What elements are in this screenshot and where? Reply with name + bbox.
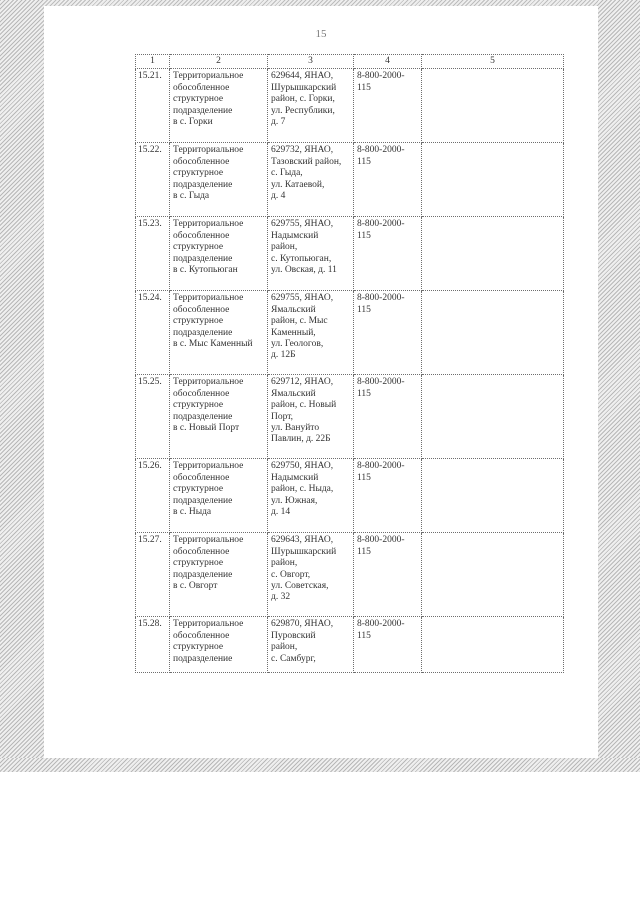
registry-table (135, 54, 564, 673)
page-number: 15 (315, 28, 327, 40)
table-row (136, 533, 564, 617)
scan-border-bottom (0, 758, 640, 772)
row-number: 15.27. (136, 533, 170, 617)
unit-note (422, 291, 564, 375)
unit-phone: 8-800-2000- 115 (354, 69, 422, 143)
unit-address: 629712, ЯНАО, Ямальский район, с. Новый Порт, ул. Вануйто Павлин, д. 22Б (268, 375, 354, 459)
unit-name: Территориальное обособленное структурное подразделение в с. Гыда (170, 143, 268, 217)
table-row (136, 69, 564, 143)
unit-name: Территориальное обособленное структурное подразделение в с. Ныда (170, 459, 268, 533)
table-header-row (136, 55, 564, 69)
scan-border-left (0, 0, 44, 772)
unit-note (422, 143, 564, 217)
row-number: 15.24. (136, 291, 170, 375)
unit-address: 629870, ЯНАО, Пуровский район, с. Самбург, (268, 617, 354, 673)
row-number: 15.21. (136, 69, 170, 143)
unit-name: Территориальное обособленное структурное подразделение в с. Овгорт (170, 533, 268, 617)
document-page (44, 6, 598, 758)
unit-address: 629732, ЯНАО, Тазовский район, с. Гыда, ул. Катаевой, д. 4 (268, 143, 354, 217)
unit-phone: 8-800-2000- 115 (354, 217, 422, 291)
unit-address: 629644, ЯНАО, Шурышкарский район, с. Горки, ул. Республики, д. 7 (268, 69, 354, 143)
unit-phone: 8-800-2000- 115 (354, 143, 422, 217)
unit-note (422, 217, 564, 291)
unit-address: 629755, ЯНАО, Ямальский район, с. Мыс Каменный, ул. Геологов, д. 12Б (268, 291, 354, 375)
unit-phone: 8-800-2000- 115 (354, 459, 422, 533)
table-row (136, 291, 564, 375)
table-row (136, 217, 564, 291)
column-header-4: 4 (354, 55, 422, 69)
unit-name: Территориальное обособленное структурное подразделение в с. Кутопьюган (170, 217, 268, 291)
column-header-2: 2 (170, 55, 268, 69)
unit-address: 629755, ЯНАО, Надымский район, с. Кутопьюган, ул. Овская, д. 11 (268, 217, 354, 291)
unit-note (422, 375, 564, 459)
scan-border-right (598, 0, 640, 772)
column-header-5: 5 (422, 55, 564, 69)
unit-name: Территориальное обособленное структурное подразделение в с. Горки (170, 69, 268, 143)
unit-phone: 8-800-2000- 115 (354, 533, 422, 617)
row-number: 15.25. (136, 375, 170, 459)
unit-name: Территориальное обособленное структурное подразделение в с. Мыс Каменный (170, 291, 268, 375)
row-number: 15.26. (136, 459, 170, 533)
table-row (136, 459, 564, 533)
unit-note (422, 69, 564, 143)
unit-name: Территориальное обособленное структурное подразделение (170, 617, 268, 673)
unit-phone: 8-800-2000- 115 (354, 617, 422, 673)
unit-phone: 8-800-2000- 115 (354, 375, 422, 459)
row-number: 15.28. (136, 617, 170, 673)
unit-note (422, 459, 564, 533)
column-header-3: 3 (268, 55, 354, 69)
unit-address: 629750, ЯНАО, Надымский район, с. Ныда, ул. Южная, д. 14 (268, 459, 354, 533)
unit-note (422, 533, 564, 617)
table-row (136, 375, 564, 459)
row-number: 15.22. (136, 143, 170, 217)
row-number: 15.23. (136, 217, 170, 291)
unit-name: Территориальное обособленное структурное подразделение в с. Новый Порт (170, 375, 268, 459)
column-header-1: 1 (136, 55, 170, 69)
table-row (136, 617, 564, 673)
table-row (136, 143, 564, 217)
unit-address: 629643, ЯНАО, Шурышкарский район, с. Овгорт, ул. Советская, д. 32 (268, 533, 354, 617)
unit-note (422, 617, 564, 673)
unit-phone: 8-800-2000- 115 (354, 291, 422, 375)
